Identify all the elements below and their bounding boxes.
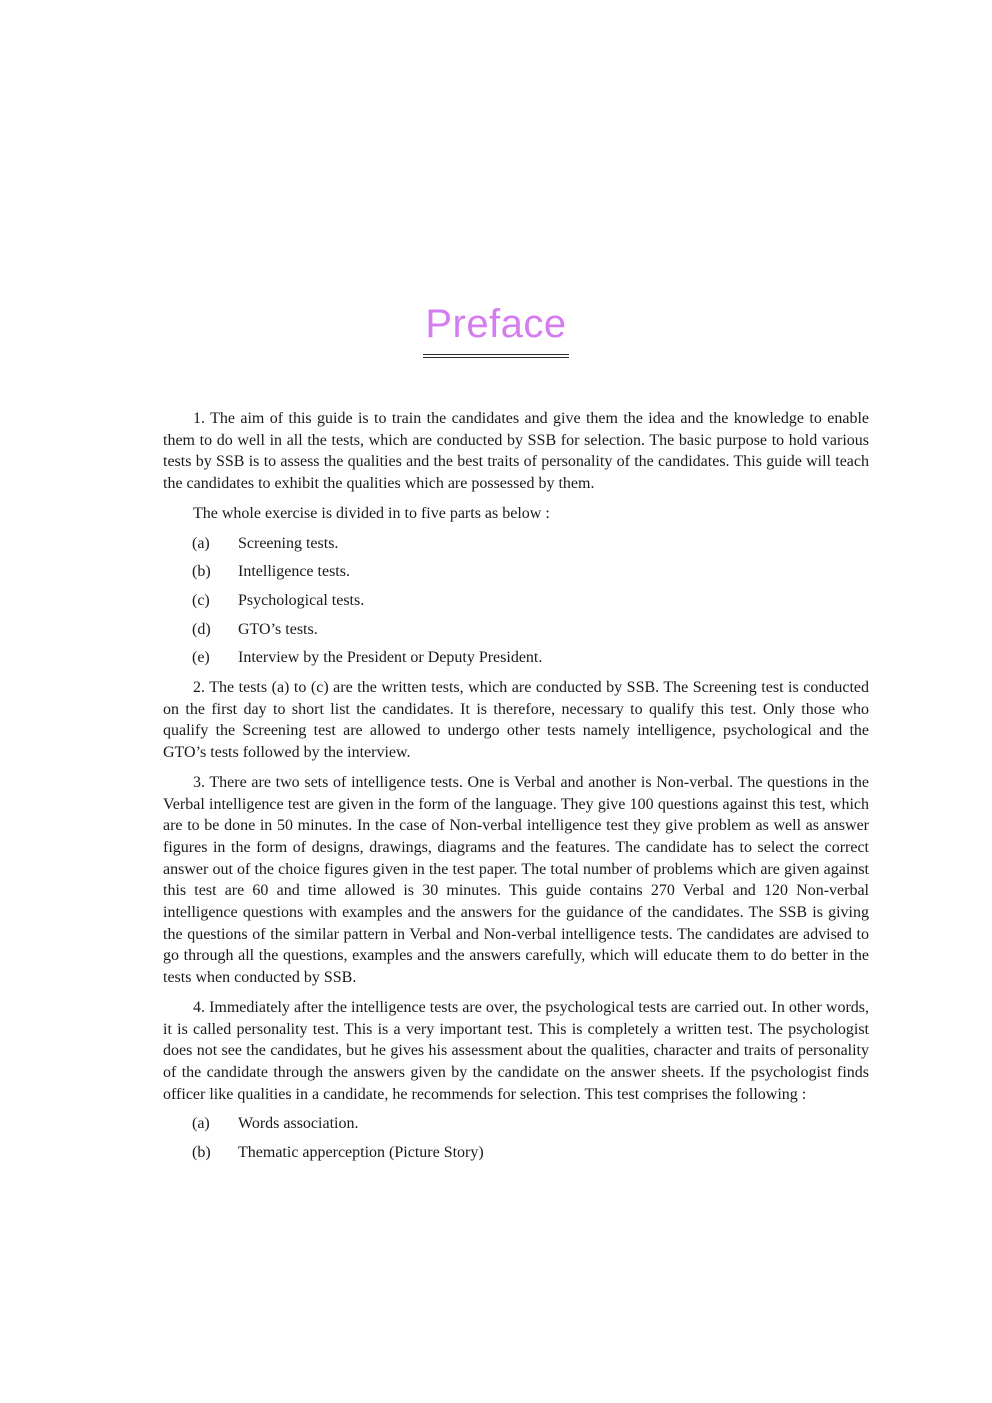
list-item xyxy=(163,647,869,669)
psych-tests-list xyxy=(163,1113,869,1163)
paragraph-2: 2. The tests (a) to (c) are the written tests, which are conducted by SSB. The Screening test is conducted on the first day to short list the candidates. It is therefore, necessary to qualify this test. Only those who qualify the Screening test are allowed to undergo other tests namely intelligence, psychological and the GTO’s tests followed by the interview. xyxy=(163,679,869,762)
paragraph-1: 1. The aim of this guide is to train the candidates and give them the idea and the knowledge to enable them to do well in all the tests, which are conducted by SSB for selection. The basic purpose to hold various tests by SSB is to assess the qualities and the best traits of personality of the candidates. This guide will teach the candidates to exhibit the qualities which are possessed by them. xyxy=(163,410,869,493)
title-block xyxy=(0,300,992,358)
list-item-text: Words association. xyxy=(238,1115,359,1133)
list-item-text: Interview by the President or Deputy President. xyxy=(238,649,543,667)
list-item-text: Psychological tests. xyxy=(238,591,365,609)
parts-intro: The whole exercise is divided in to five parts as below : xyxy=(193,504,550,522)
list-item-text: GTO’s tests. xyxy=(238,620,318,638)
parts-list xyxy=(163,533,869,670)
paragraph-3: 3. There are two sets of intelligence tests. One is Verbal and another is Non-verbal. The questions in the Verbal intelligence test are given in the form of the language. They give 100 questions against this test, which are to be done in 50 minutes. In the case of Non-verbal intelligence test they give problem as well as answer figures in the form of designs, drawings, diagrams and the features. The candidate has to select the correct answer out of the choice figures given in the test paper. The total number of problems which are given against this test are 60 and time allowed is 30 minutes. This guide contains 270 Verbal and 120 Non-verbal intelligence questions with examples and the answers for the guidance of the candidates. The SSB is giving the questions of the similar pattern in Verbal and Non-verbal intelligence tests. The candidates are advised to go through all the questions, examples and the answers carefully, which will educate them to do better in the tests when conducted by SSB. xyxy=(163,773,869,987)
paragraph-4: 4. Immediately after the intelligence tests are over, the psychological tests are carried out. In other words, it is called personality test. This is a very important test. This is completely a written test. The psychologist does not see the candidates, but he gives his assessment about the qualities, character and traits of personality of the candidate through the answers given by the candidate on the answer sheets. If the psychologist finds officer like qualities in a candidate, he recommends for selection. This test comprises the following : xyxy=(163,998,869,1103)
list-item xyxy=(163,533,869,555)
list-marker: (b) xyxy=(192,1144,211,1162)
page-title: Preface xyxy=(423,300,568,358)
list-item-text: Screening tests. xyxy=(238,534,339,552)
list-marker: (b) xyxy=(192,563,211,581)
list-item xyxy=(163,1142,869,1164)
list-marker: (a) xyxy=(192,534,210,552)
list-marker: (a) xyxy=(192,1115,210,1133)
list-item xyxy=(163,561,869,583)
list-item xyxy=(163,590,869,612)
list-marker: (c) xyxy=(192,591,210,609)
list-item xyxy=(163,1113,869,1135)
preface-body xyxy=(163,408,869,1172)
list-marker: (e) xyxy=(192,649,210,667)
list-item xyxy=(163,619,869,641)
list-item-text: Thematic apperception (Picture Story) xyxy=(238,1144,484,1162)
list-marker: (d) xyxy=(192,620,211,638)
list-item-text: Intelligence tests. xyxy=(238,563,350,581)
